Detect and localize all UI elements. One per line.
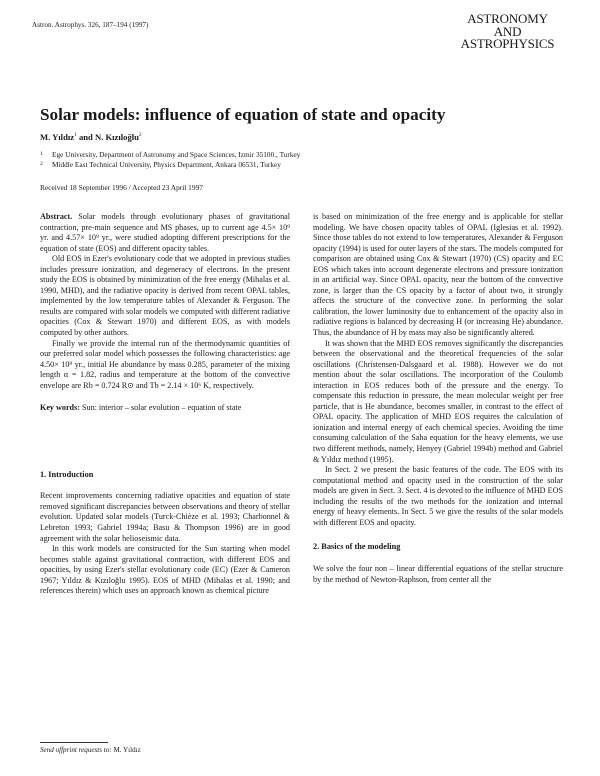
footnote-rule [40, 742, 108, 743]
author-list [40, 132, 142, 142]
footnote-label: Send offprint requests to: [40, 746, 112, 754]
abstract-text-1: Solar models through evolutionary phases of gravitational contraction, pre-main sequence and MS phases, up to current age 4.5× 10⁹ yr. and 4.57× 10⁹ yr., were studied adopting different prescriptions for the equation of state (EOS) and different opacity tables. [40, 212, 291, 253]
abstract-paragraph-2: Old EOS in Ezer's evolutionary code that we adopted in previous studies includes pressure ionization, and degeneracy of electrons. In the present study the EOS is obtained by minimization of the free energy (Mihalas et al. 1990, MHD), and the radiative opacity is derived from recent OPAL tables, implemented by the low temperature tables of Alexander & Ferguson. The results are compared with solar models we computed with different radiative opacities (Cox & Stewart 1970) and different EOS, as with models computed by other authors. [40, 254, 290, 338]
section-2-heading: 2. Basics of the modeling [313, 542, 401, 552]
keywords-text: Sun: interior – solar evolution – equation of state [81, 403, 242, 413]
keywords-label: Key words: [40, 403, 80, 413]
affiliation-2-number: 2 [40, 161, 43, 167]
affiliation-1-text: Ege University, Department of Astronomy and Space Sciences, Izmir 35100., Turkey [52, 150, 301, 159]
abstract-paragraph-1 [40, 212, 290, 254]
author-2: N. Kızıloğlu [94, 132, 139, 142]
footnote [40, 746, 141, 754]
abstract-paragraph-3: Finally we provide the internal run of the thermodynamic quantities of our preferred solar model which possesses the following characteristics: age 4.50× 10⁹ yr., initial He abundance by mass 0.285, parameter of the mixing length α = 1.82, radius and temperature at the bottom of the convective envelope are Rb = 0.724 R⊙ and Tb = 2.14 × 10⁶ K, respectively. [40, 338, 290, 390]
journal-reference: Astron. Astrophys. 326, 187–194 (1997) [32, 21, 149, 29]
author-2-affil: 2 [138, 132, 142, 139]
right-paragraph-2: It was shown that the MHD EOS removes significantly the discrepancies between the observational and the theoretical frequencies of the solar oscillations (Christensen-Dalsgaard et al. 1988). However we do not mention about the solar oscillations. The incorporation of the Coulomb interaction in EOS reduces both of the pressure and the energy. To compensate this reduction in pressure, the mean molecular weight per free particle, that is He abundance, becomes smaller, in contrast to the effect of OPAL opacity. The application of MHD EOS requires the calculation of ionization and internal energy of each chemical species. Avoiding the time consuming calculation of the Saha equation for the heavy elements, we use two different methods, namely, Henyey (Gabriel 1994b) method and Gabriel & Yıldız method (1995). [313, 338, 563, 464]
affiliation-1 [40, 150, 300, 159]
author-1-affil: 1 [74, 132, 77, 139]
section-1-paragraph-2: In this work models are constructed for the Sun starting when model becomes stable against gravitational contraction, with different EOS and opacities, by using Ezer's stellar evolutionary code (EC) (Ezer & Cameron 1967; Yıldız & Kızıloğlu 1995). EOS of MHD (Mihalas et al. 1990; and references therein) which uses an approach known as chemical picture [40, 544, 290, 596]
journal-brand-line1: ASTRONOMY [467, 11, 548, 26]
section-1-heading: 1. Introduction [40, 469, 94, 479]
left-column [40, 212, 290, 597]
affiliation-2-text: Middle East Technical University, Physics Department, Ankara 06531, Turkey [52, 160, 281, 169]
abstract-label: Abstract. [40, 212, 73, 221]
journal-brand-line2: AND [493, 23, 522, 39]
affiliation-1-number: 1 [40, 151, 43, 157]
journal-brand [440, 13, 575, 51]
paper-title: Solar models: influence of equation of state and opacity [40, 105, 446, 124]
right-paragraph-3: In Sect. 2 we present the basic features of the code. The EOS with its computational method and opacity used in the construction of the solar models are given in Sect. 3. Sect. 4 is devoted to the influence of MHD EOS including the results of the two methods for the ionization and internal energy of heavy elements. In Sect. 5 we give the results of the solar models with different EOS and opacity. [313, 465, 563, 527]
right-column [313, 212, 563, 585]
keywords [40, 403, 290, 414]
affiliation-2 [40, 160, 281, 169]
received-dates: Received 18 September 1996 / Accepted 23 April 1997 [40, 183, 203, 192]
footnote-name: M. Yıldız [113, 746, 141, 754]
author-and: and [78, 132, 93, 142]
section-2-paragraph-1: We solve the four non – linear differential equations of the stellar structure by the method of Newton-Raphson, from center all the [313, 563, 563, 584]
section-1-paragraph-1: Recent improvements concerning radiative opacities and equation of state removed significant discrepancies between observations and theory of stellar evolution. Updated solar models (Turck-Chièze et al. 1993; Charbonnel & Lebreton 1993; Gabriel 1994a; Basu & Thompson 1996) are in good agreement with the solar helioseismic data. [40, 491, 290, 543]
author-1: M. Yıldız [40, 132, 75, 142]
right-paragraph-1: is based on minimization of the free energy and is applicable for stellar modeling. We have chosen opacity tables of OPAL (Iglesias et al. 1992). Since those tables do not extend to low temperatures, Alexander & Ferguson opacity (1994) is used for outer layers of the stars. The models computed for comparison are obtained using Cox & Stewart (1970) (CS) opacity and EC EOS which takes into account degenerate electrons and pressure ionization in an artificial way. Since OPAL opacity, near the bottom of the convective zone, is larger than the CS opacity by a factor of about two, it strongly affects the structure of the convective zone. In performing the solar calibration, the lower luminosity due to enhancement of the opacity also in radiative regions is balanced by decreasing H (or increasing He) abundance. Thus, the abundance of H by mass may also be significantly altered. [313, 212, 563, 338]
journal-brand-line3: ASTROPHYSICS [460, 36, 555, 52]
